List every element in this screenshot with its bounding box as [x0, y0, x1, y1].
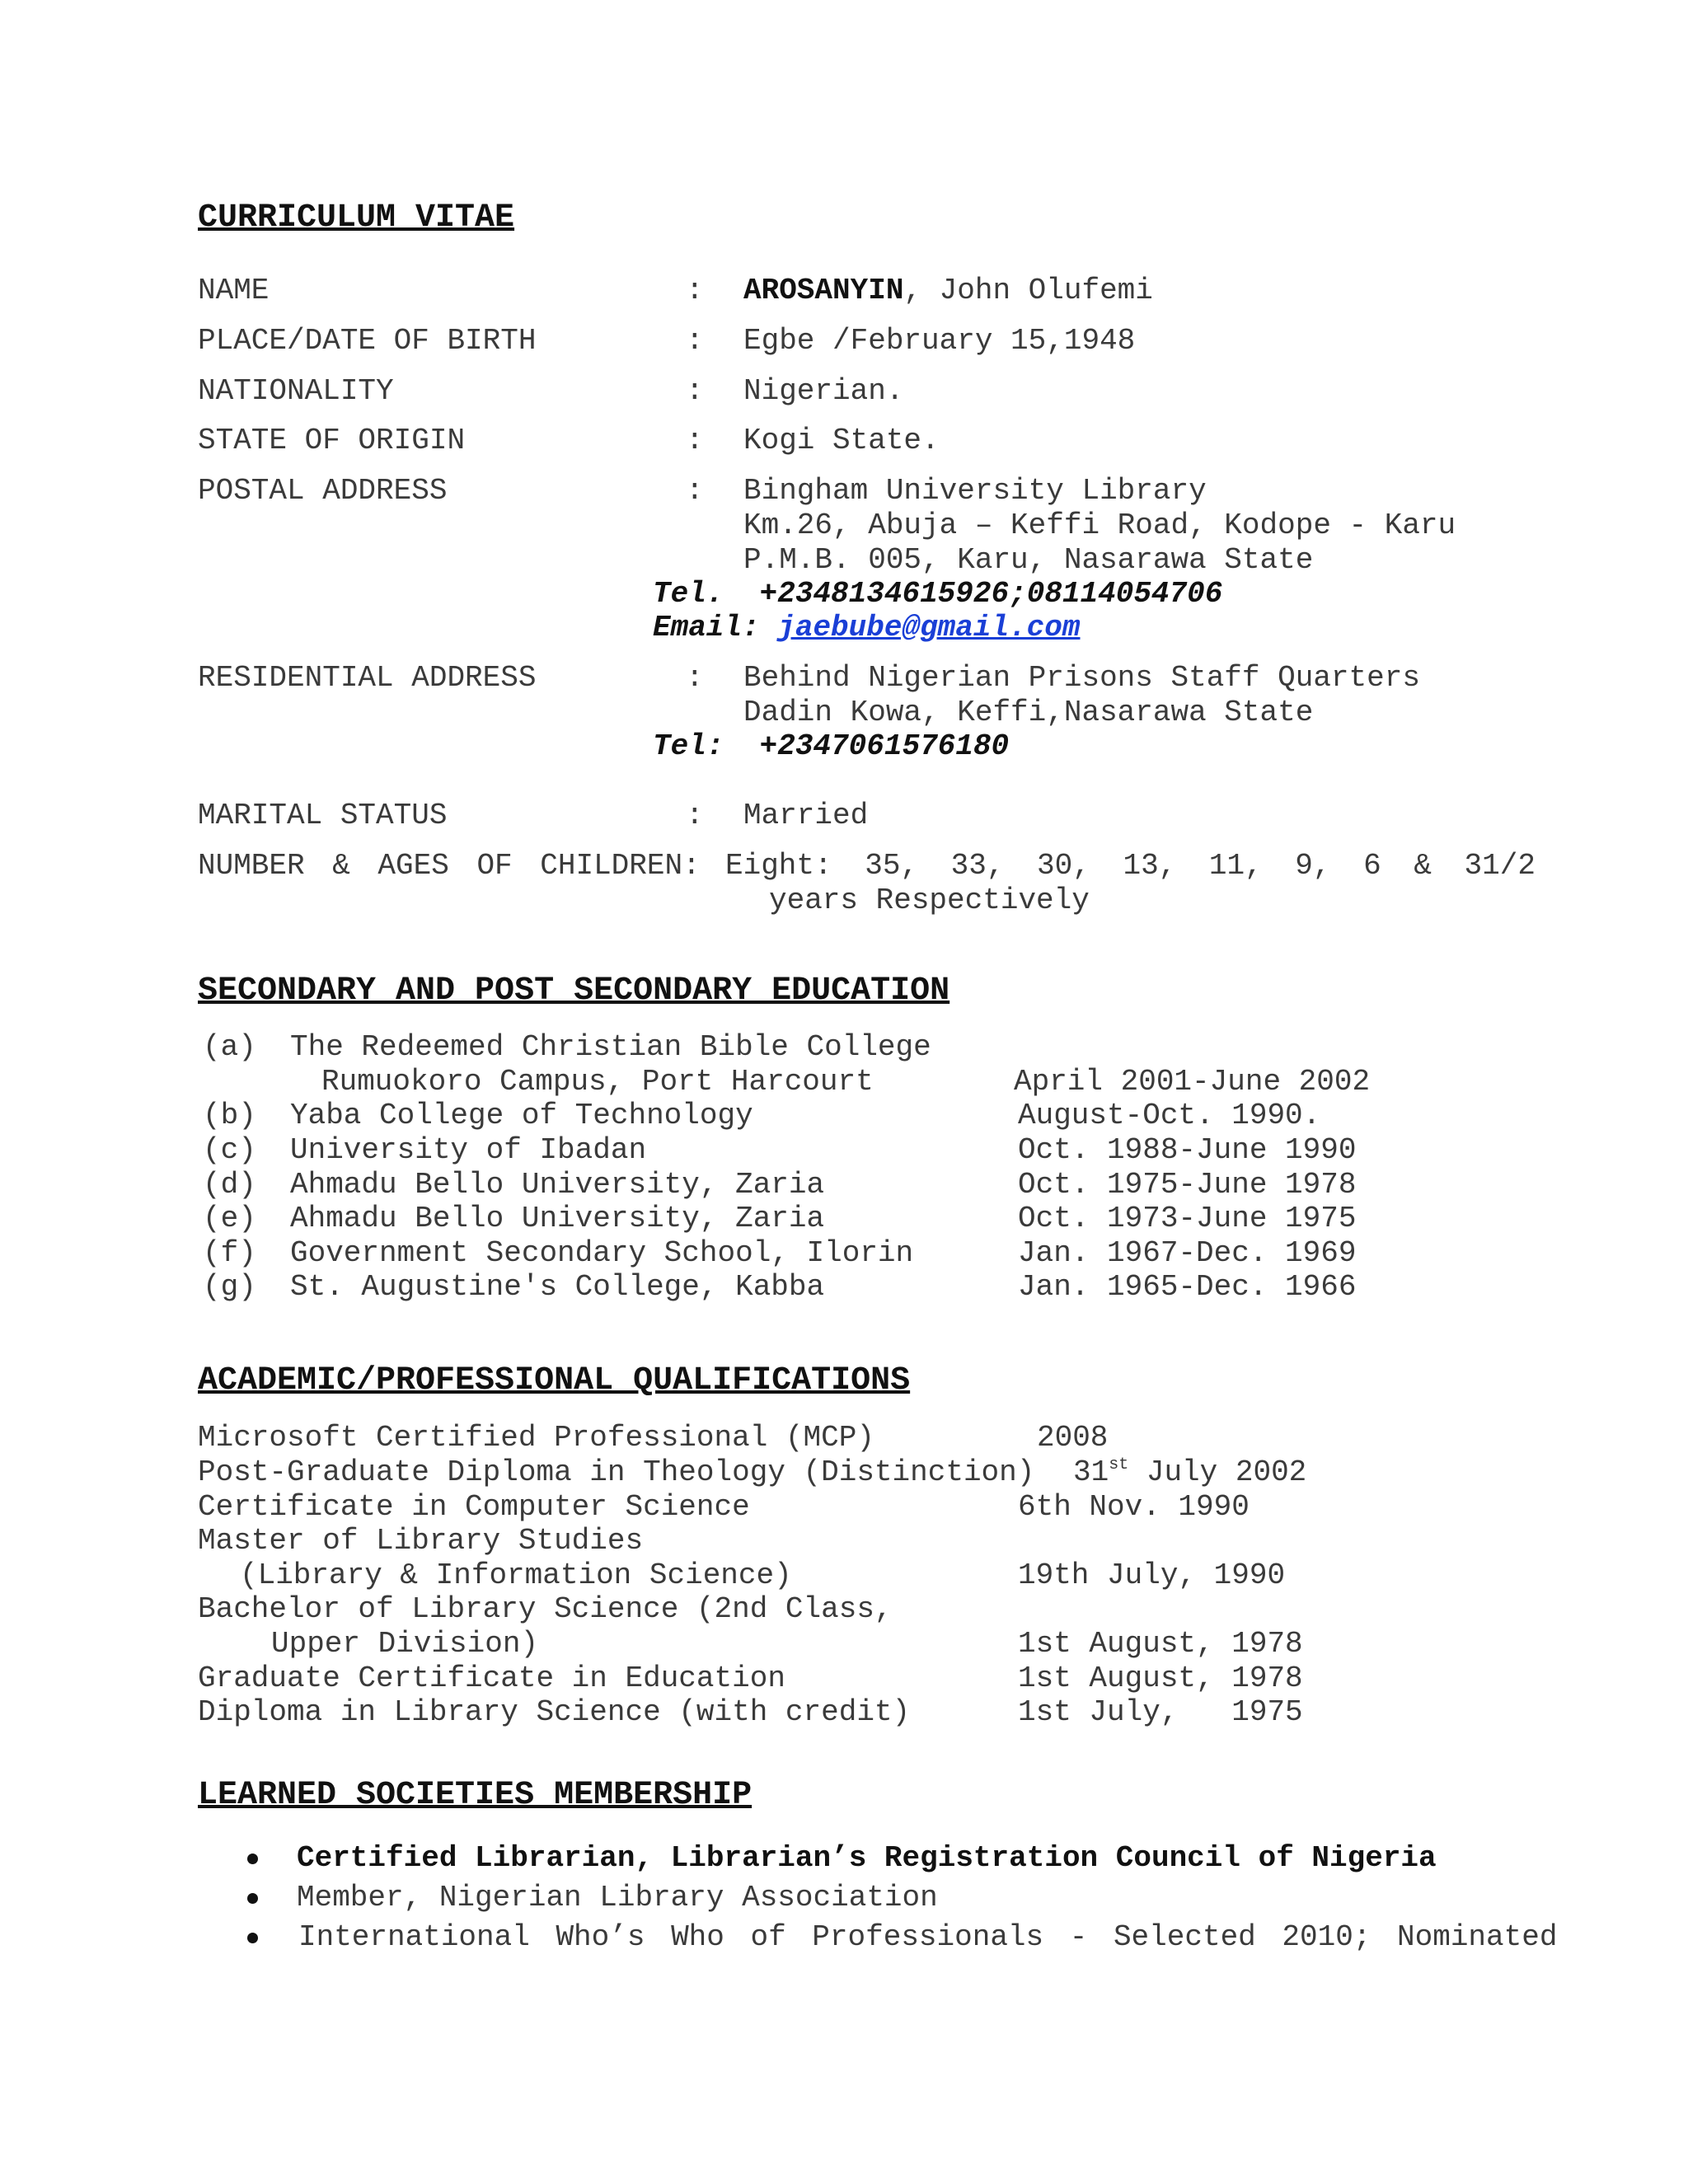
marital-label: MARITAL STATUS: [198, 799, 448, 832]
postal-line-2: Km.26, Abuja – Keffi Road, Kodope - Karu: [743, 509, 1456, 542]
given-names: , John Olufemi: [903, 274, 1153, 307]
qual-date-6: 1st August, 1978: [1018, 1661, 1303, 1695]
society-item-2: Member, Nigerian Library Association: [297, 1881, 938, 1915]
society-item-3: International Who’s Who of Professionals - Selected 2010; Nominated: [298, 1920, 1558, 1954]
edu-school-e: Ahmadu Bello University, Zaria: [290, 1202, 825, 1235]
edu-school-f: Government Secondary School, Ilorin: [290, 1236, 914, 1270]
birth-colon: :: [686, 324, 704, 358]
qual-item-3: Certificate in Computer Science: [198, 1490, 750, 1524]
qual-date-2: [1073, 1455, 1306, 1490]
marital-colon: :: [686, 799, 704, 832]
qual-date-2-suffix: st: [1109, 1455, 1129, 1474]
societies-heading: LEARNED SOCIETIES MEMBERSHIP: [198, 1777, 753, 1814]
surname: AROSANYIN: [743, 274, 904, 307]
society-item-1: Certified Librarian, Librarian’s Registration Council of Nigeria: [297, 1841, 1437, 1875]
qual-item-5: Bachelor of Library Science (2nd Class,: [198, 1592, 893, 1626]
edu-dates-c: Oct. 1988-June 1990: [1018, 1133, 1357, 1167]
children-value-2: years Respectively: [769, 883, 1090, 917]
edu-school-c: University of Ibadan: [290, 1133, 647, 1167]
edu-letter-d: (d): [203, 1168, 256, 1202]
email-row: [653, 611, 1081, 645]
postal-label: POSTAL ADDRESS: [198, 474, 448, 508]
edu-dates-g: Jan. 1965-Dec. 1966: [1018, 1270, 1357, 1304]
edu-dates-b: August-Oct. 1990.: [1018, 1099, 1321, 1132]
birth-value: Egbe /February 15,1948: [743, 324, 1136, 358]
edu-school-d: Ahmadu Bello University, Zaria: [290, 1168, 825, 1202]
bullet-icon: [247, 1933, 258, 1943]
children-label: NUMBER & AGES OF CHILDREN:: [198, 849, 701, 883]
state-label: STATE OF ORIGIN: [198, 424, 466, 457]
postal-tel: [653, 577, 1222, 612]
postal-line-3: P.M.B. 005, Karu, Nasarawa State: [743, 543, 1314, 577]
education-heading: SECONDARY AND POST SECONDARY EDUCATION: [198, 972, 950, 1010]
edu-dates-d: Oct. 1975-June 1978: [1018, 1168, 1357, 1202]
edu-school-g: St. Augustine's College, Kabba: [290, 1270, 825, 1304]
residential-colon: :: [686, 661, 704, 695]
edu-school-a: The Redeemed Christian Bible College: [290, 1030, 931, 1064]
qual-item-5-2: Upper Division): [271, 1627, 539, 1661]
edu-dates-a: April 2001-June 2002: [1014, 1065, 1371, 1099]
qual-item-4: Master of Library Studies: [198, 1524, 644, 1558]
bullet-icon: [247, 1893, 258, 1904]
nationality-label: NATIONALITY: [198, 374, 394, 408]
qual-date-2-day: 31: [1073, 1455, 1109, 1489]
edu-letter-c: (c): [203, 1133, 256, 1167]
name-colon: :: [686, 274, 704, 307]
bullet-icon: [247, 1854, 258, 1864]
edu-letter-b: (b): [203, 1099, 256, 1132]
postal-line-1: Bingham University Library: [743, 474, 1207, 508]
residential-line-2: Dadin Kowa, Keffi,Nasarawa State: [743, 696, 1314, 729]
edu-dates-e: Oct. 1973-June 1975: [1018, 1202, 1357, 1235]
residential-line-1: Behind Nigerian Prisons Staff Quarters: [743, 661, 1420, 695]
page-title: CURRICULUM VITAE: [198, 199, 515, 237]
email-link[interactable]: jaebube@gmail.com: [777, 611, 1081, 644]
marital-value: Married: [743, 799, 869, 832]
postal-tel-value: +2348134615926;08114054706: [759, 577, 1223, 611]
qual-date-2-rest: July 2002: [1128, 1455, 1307, 1489]
postal-colon: :: [686, 474, 704, 508]
edu-letter-a: (a): [203, 1030, 256, 1064]
residential-tel-value: +2347061576180: [759, 729, 1010, 763]
name-value: [743, 274, 1153, 308]
residential-tel: [653, 729, 1009, 764]
birth-label: PLACE/DATE OF BIRTH: [198, 324, 537, 358]
residential-label: RESIDENTIAL ADDRESS: [198, 661, 537, 695]
residential-tel-label: Tel:: [653, 729, 724, 763]
qual-item-7: Diploma in Library Science (with credit): [198, 1695, 911, 1729]
qual-date-4: 19th July, 1990: [1018, 1558, 1286, 1592]
nationality-colon: :: [686, 374, 704, 408]
edu-letter-g: (g): [203, 1270, 256, 1304]
edu-letter-e: (e): [203, 1202, 256, 1235]
qual-date-3: 6th Nov. 1990: [1018, 1490, 1250, 1524]
state-value: Kogi State.: [743, 424, 940, 457]
qual-item-2: Post-Graduate Diploma in Theology (Distinction): [198, 1455, 1035, 1489]
qual-item-4-2: (Library & Information Science): [240, 1558, 792, 1592]
qual-date-5: 1st August, 1978: [1018, 1627, 1303, 1661]
email-label: Email:: [653, 611, 760, 644]
edu-dates-f: Jan. 1967-Dec. 1969: [1018, 1236, 1357, 1270]
edu-school-b: Yaba College of Technology: [290, 1099, 753, 1132]
name-label: NAME: [198, 274, 270, 307]
edu-school-a-2: Rumuokoro Campus, Port Harcourt: [321, 1065, 874, 1099]
qual-item-6: Graduate Certificate in Education: [198, 1661, 785, 1695]
qualifications-heading: ACADEMIC/PROFESSIONAL QUALIFICATIONS: [198, 1362, 911, 1399]
qual-date-7: 1st July, 1975: [1018, 1695, 1303, 1729]
nationality-value: Nigerian.: [743, 374, 904, 408]
qual-date-1: 2008: [1037, 1421, 1109, 1455]
edu-letter-f: (f): [203, 1236, 256, 1270]
postal-tel-label: Tel.: [653, 577, 724, 611]
children-value: Eight: 35, 33, 30, 13, 11, 9, 6 & 31/2: [725, 849, 1536, 883]
qual-item-1: Microsoft Certified Professional (MCP): [198, 1421, 874, 1455]
state-colon: :: [686, 424, 704, 457]
